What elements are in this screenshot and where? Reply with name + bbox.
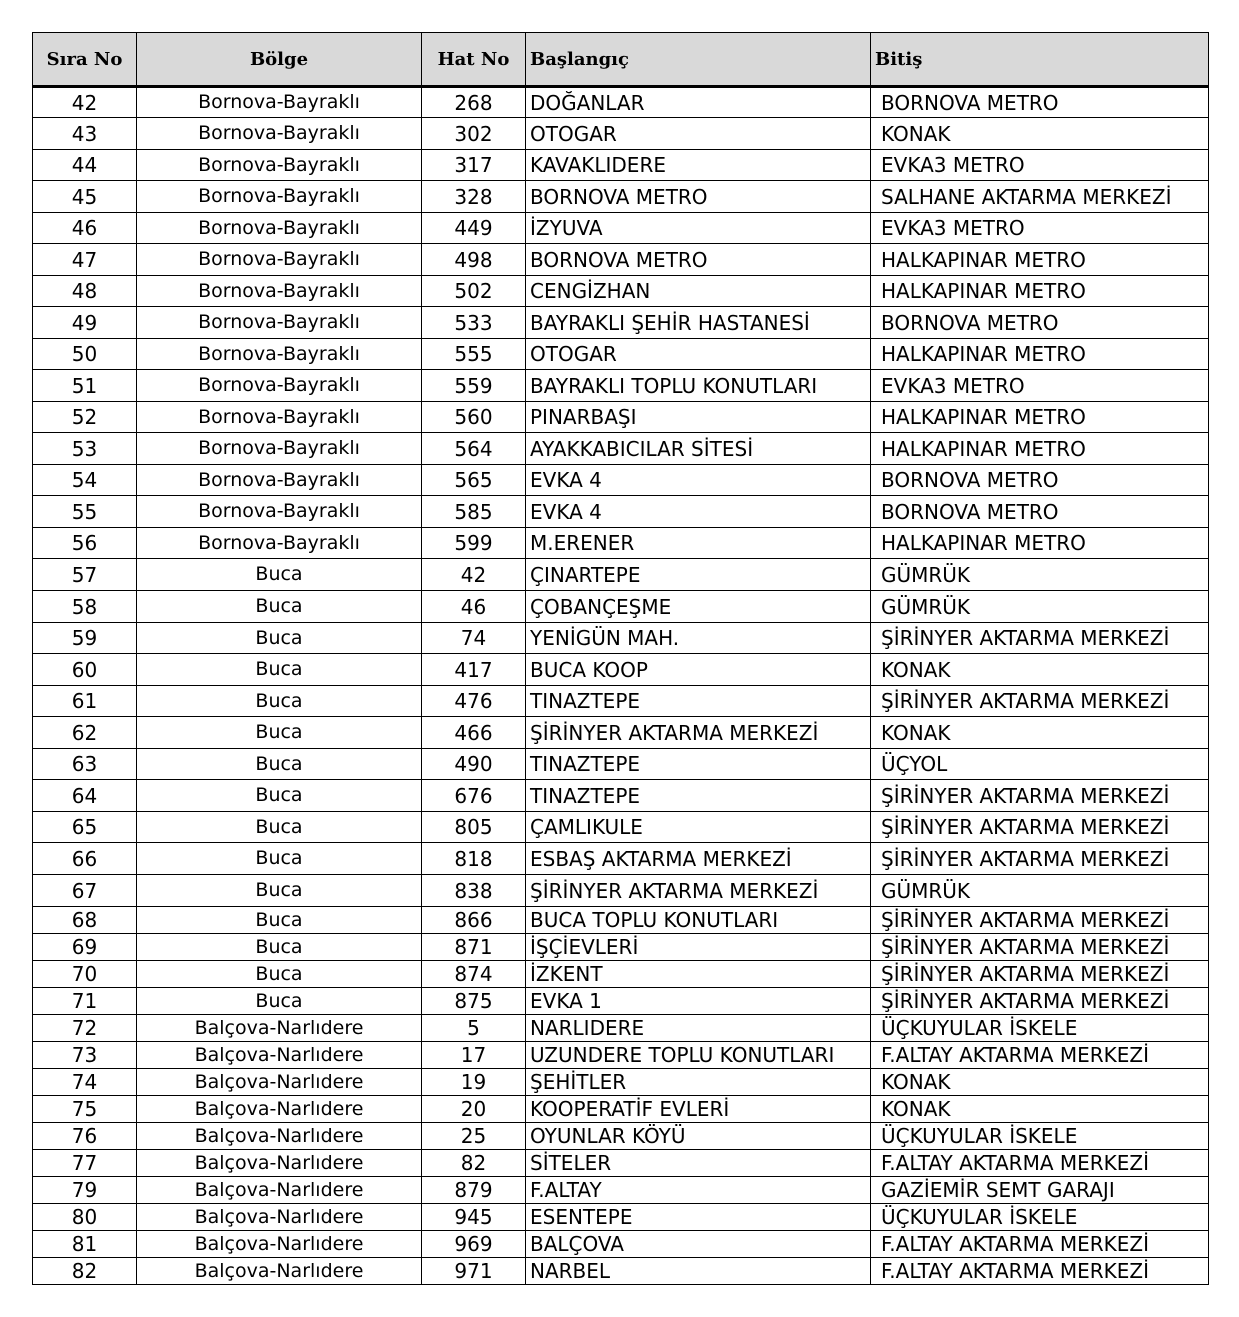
cell-bitis: KONAK — [871, 1096, 1209, 1123]
cell-baslangic: ÇINARTEPE — [526, 559, 871, 591]
cell-bitis: KONAK — [871, 717, 1209, 749]
cell-hat-no: 565 — [422, 465, 526, 496]
cell-bolge: Balçova-Narlıdere — [137, 1231, 422, 1258]
table-row — [33, 875, 1209, 907]
table-row — [33, 370, 1209, 402]
cell-bolge: Balçova-Narlıdere — [137, 1042, 422, 1069]
cell-baslangic: BAYRAKLI TOPLU KONUTLARI — [526, 370, 871, 402]
cell-bitis: HALKAPINAR METRO — [871, 528, 1209, 559]
cell-bitis: BORNOVA METRO — [871, 87, 1209, 118]
cell-hat-no: 838 — [422, 875, 526, 907]
cell-bitis: HALKAPINAR METRO — [871, 276, 1209, 307]
cell-bolge: Buca — [137, 749, 422, 780]
cell-bitis: BORNOVA METRO — [871, 307, 1209, 339]
cell-bitis: F.ALTAY AKTARMA MERKEZİ — [871, 1258, 1209, 1285]
cell-sira-no: 49 — [33, 307, 137, 339]
cell-baslangic: ÇOBANÇEŞME — [526, 591, 871, 623]
table-row — [33, 402, 1209, 433]
cell-sira-no: 61 — [33, 686, 137, 717]
cell-hat-no: 599 — [422, 528, 526, 559]
cell-bolge: Buca — [137, 780, 422, 812]
cell-bolge: Bornova-Bayraklı — [137, 370, 422, 402]
cell-sira-no: 82 — [33, 1258, 137, 1285]
cell-hat-no: 82 — [422, 1150, 526, 1177]
cell-bitis: ŞİRİNYER AKTARMA MERKEZİ — [871, 961, 1209, 988]
table-row — [33, 1204, 1209, 1231]
cell-bitis: ŞİRİNYER AKTARMA MERKEZİ — [871, 686, 1209, 717]
cell-bolge: Buca — [137, 843, 422, 875]
cell-hat-no: 971 — [422, 1258, 526, 1285]
cell-bolge: Balçova-Narlıdere — [137, 1177, 422, 1204]
table-row — [33, 213, 1209, 244]
cell-baslangic: ŞEHİTLER — [526, 1069, 871, 1096]
table-row — [33, 150, 1209, 181]
header-sira-no: Sıra No — [33, 33, 137, 87]
cell-baslangic: OTOGAR — [526, 339, 871, 370]
table-row — [33, 1015, 1209, 1042]
cell-hat-no: 476 — [422, 686, 526, 717]
cell-bolge: Buca — [137, 907, 422, 934]
cell-baslangic: BUCA TOPLU KONUTLARI — [526, 907, 871, 934]
cell-sira-no: 45 — [33, 181, 137, 213]
cell-hat-no: 564 — [422, 433, 526, 465]
cell-sira-no: 44 — [33, 150, 137, 181]
cell-hat-no: 945 — [422, 1204, 526, 1231]
cell-baslangic: AYAKKABICILAR SİTESİ — [526, 433, 871, 465]
table-row — [33, 433, 1209, 465]
cell-baslangic: İŞÇİEVLERİ — [526, 934, 871, 961]
cell-sira-no: 46 — [33, 213, 137, 244]
cell-bitis: KONAK — [871, 654, 1209, 686]
table-row — [33, 465, 1209, 496]
table-row — [33, 934, 1209, 961]
table-row — [33, 307, 1209, 339]
cell-sira-no: 77 — [33, 1150, 137, 1177]
cell-bitis: ÜÇKUYULAR İSKELE — [871, 1204, 1209, 1231]
cell-bitis: ÜÇYOL — [871, 749, 1209, 780]
cell-bitis: F.ALTAY AKTARMA MERKEZİ — [871, 1150, 1209, 1177]
cell-baslangic: SİTELER — [526, 1150, 871, 1177]
cell-baslangic: İZKENT — [526, 961, 871, 988]
cell-bolge: Bornova-Bayraklı — [137, 307, 422, 339]
cell-baslangic: YENİGÜN MAH. — [526, 623, 871, 654]
cell-hat-no: 466 — [422, 717, 526, 749]
cell-bolge: Balçova-Narlıdere — [137, 1123, 422, 1150]
cell-bolge: Bornova-Bayraklı — [137, 433, 422, 465]
cell-sira-no: 80 — [33, 1204, 137, 1231]
cell-bolge: Buca — [137, 961, 422, 988]
cell-hat-no: 25 — [422, 1123, 526, 1150]
header-hat-no: Hat No — [422, 33, 526, 87]
table-row — [33, 686, 1209, 717]
cell-bitis: BORNOVA METRO — [871, 465, 1209, 496]
table-row — [33, 717, 1209, 749]
cell-hat-no: 555 — [422, 339, 526, 370]
cell-bitis: HALKAPINAR METRO — [871, 433, 1209, 465]
table-row — [33, 1231, 1209, 1258]
cell-baslangic: KOOPERATİF EVLERİ — [526, 1096, 871, 1123]
cell-bitis: HALKAPINAR METRO — [871, 339, 1209, 370]
cell-sira-no: 62 — [33, 717, 137, 749]
cell-baslangic: ŞİRİNYER AKTARMA MERKEZİ — [526, 875, 871, 907]
table-row — [33, 1042, 1209, 1069]
cell-bitis: ÜÇKUYULAR İSKELE — [871, 1015, 1209, 1042]
cell-baslangic: F.ALTAY — [526, 1177, 871, 1204]
cell-bitis: GÜMRÜK — [871, 559, 1209, 591]
cell-baslangic: ESENTEPE — [526, 1204, 871, 1231]
cell-hat-no: 490 — [422, 749, 526, 780]
cell-bolge: Balçova-Narlıdere — [137, 1150, 422, 1177]
cell-sira-no: 52 — [33, 402, 137, 433]
cell-sira-no: 65 — [33, 812, 137, 843]
cell-sira-no: 56 — [33, 528, 137, 559]
cell-baslangic: İZYUVA — [526, 213, 871, 244]
cell-baslangic: EVKA 1 — [526, 988, 871, 1015]
cell-bitis: ŞİRİNYER AKTARMA MERKEZİ — [871, 780, 1209, 812]
cell-bolge: Bornova-Bayraklı — [137, 150, 422, 181]
cell-baslangic: NARBEL — [526, 1258, 871, 1285]
cell-bolge: Balçova-Narlıdere — [137, 1258, 422, 1285]
cell-sira-no: 58 — [33, 591, 137, 623]
cell-hat-no: 805 — [422, 812, 526, 843]
cell-sira-no: 70 — [33, 961, 137, 988]
cell-bitis: GÜMRÜK — [871, 591, 1209, 623]
cell-bitis: F.ALTAY AKTARMA MERKEZİ — [871, 1231, 1209, 1258]
cell-hat-no: 20 — [422, 1096, 526, 1123]
table-row — [33, 907, 1209, 934]
cell-sira-no: 53 — [33, 433, 137, 465]
cell-baslangic: EVKA 4 — [526, 496, 871, 528]
cell-baslangic: TINAZTEPE — [526, 686, 871, 717]
cell-sira-no: 63 — [33, 749, 137, 780]
cell-hat-no: 268 — [422, 87, 526, 118]
cell-bolge: Buca — [137, 717, 422, 749]
cell-sira-no: 42 — [33, 87, 137, 118]
cell-bitis: ŞİRİNYER AKTARMA MERKEZİ — [871, 623, 1209, 654]
table-row — [33, 654, 1209, 686]
cell-bolge: Bornova-Bayraklı — [137, 528, 422, 559]
cell-sira-no: 68 — [33, 907, 137, 934]
cell-hat-no: 302 — [422, 118, 526, 150]
table-row — [33, 276, 1209, 307]
cell-sira-no: 59 — [33, 623, 137, 654]
cell-sira-no: 51 — [33, 370, 137, 402]
cell-hat-no: 417 — [422, 654, 526, 686]
cell-bolge: Bornova-Bayraklı — [137, 181, 422, 213]
cell-bitis: ŞİRİNYER AKTARMA MERKEZİ — [871, 934, 1209, 961]
cell-hat-no: 560 — [422, 402, 526, 433]
table-row — [33, 1123, 1209, 1150]
cell-bitis: ŞİRİNYER AKTARMA MERKEZİ — [871, 907, 1209, 934]
table-row — [33, 528, 1209, 559]
cell-baslangic: OYUNLAR KÖYÜ — [526, 1123, 871, 1150]
cell-baslangic: ŞİRİNYER AKTARMA MERKEZİ — [526, 717, 871, 749]
cell-hat-no: 17 — [422, 1042, 526, 1069]
table-row — [33, 988, 1209, 1015]
cell-hat-no: 42 — [422, 559, 526, 591]
header-bitis: Bitiş — [871, 33, 1209, 87]
cell-hat-no: 871 — [422, 934, 526, 961]
cell-bolge: Bornova-Bayraklı — [137, 465, 422, 496]
cell-bolge: Buca — [137, 654, 422, 686]
table-row — [33, 1258, 1209, 1285]
cell-bitis: EVKA3 METRO — [871, 150, 1209, 181]
table-row — [33, 559, 1209, 591]
cell-bitis: GÜMRÜK — [871, 875, 1209, 907]
cell-baslangic: TINAZTEPE — [526, 749, 871, 780]
cell-bitis: SALHANE AKTARMA MERKEZİ — [871, 181, 1209, 213]
cell-bolge: Buca — [137, 686, 422, 717]
cell-bitis: HALKAPINAR METRO — [871, 244, 1209, 276]
cell-bitis: HALKAPINAR METRO — [871, 402, 1209, 433]
cell-hat-no: 502 — [422, 276, 526, 307]
cell-baslangic: BALÇOVA — [526, 1231, 871, 1258]
table-row — [33, 780, 1209, 812]
cell-bolge: Balçova-Narlıdere — [137, 1015, 422, 1042]
cell-bolge: Bornova-Bayraklı — [137, 213, 422, 244]
table-row — [33, 812, 1209, 843]
cell-sira-no: 69 — [33, 934, 137, 961]
cell-sira-no: 66 — [33, 843, 137, 875]
header-row — [33, 33, 1209, 87]
table-body — [33, 87, 1209, 1285]
cell-bolge: Bornova-Bayraklı — [137, 244, 422, 276]
cell-bitis: ŞİRİNYER AKTARMA MERKEZİ — [871, 843, 1209, 875]
table-row — [33, 843, 1209, 875]
cell-sira-no: 48 — [33, 276, 137, 307]
cell-baslangic: PINARBAŞI — [526, 402, 871, 433]
cell-bolge: Buca — [137, 559, 422, 591]
cell-baslangic: DOĞANLAR — [526, 87, 871, 118]
table-row — [33, 496, 1209, 528]
cell-baslangic: ÇAMLIKULE — [526, 812, 871, 843]
bus-lines-table — [32, 32, 1209, 1285]
table-row — [33, 1150, 1209, 1177]
cell-bitis: GAZİEMİR SEMT GARAJI — [871, 1177, 1209, 1204]
cell-baslangic: BUCA KOOP — [526, 654, 871, 686]
cell-bitis: KONAK — [871, 1069, 1209, 1096]
cell-baslangic: BORNOVA METRO — [526, 244, 871, 276]
table-row — [33, 181, 1209, 213]
cell-bitis: F.ALTAY AKTARMA MERKEZİ — [871, 1042, 1209, 1069]
table-row — [33, 118, 1209, 150]
table-row — [33, 87, 1209, 118]
cell-hat-no: 533 — [422, 307, 526, 339]
cell-baslangic: BAYRAKLI ŞEHİR HASTANESİ — [526, 307, 871, 339]
cell-bolge: Bornova-Bayraklı — [137, 276, 422, 307]
cell-bitis: BORNOVA METRO — [871, 496, 1209, 528]
cell-sira-no: 79 — [33, 1177, 137, 1204]
cell-sira-no: 73 — [33, 1042, 137, 1069]
cell-bitis: EVKA3 METRO — [871, 213, 1209, 244]
cell-sira-no: 67 — [33, 875, 137, 907]
cell-bitis: EVKA3 METRO — [871, 370, 1209, 402]
cell-baslangic: UZUNDERE TOPLU KONUTLARI — [526, 1042, 871, 1069]
cell-bolge: Balçova-Narlıdere — [137, 1096, 422, 1123]
cell-bolge: Buca — [137, 591, 422, 623]
cell-bolge: Buca — [137, 812, 422, 843]
cell-bolge: Bornova-Bayraklı — [137, 402, 422, 433]
cell-baslangic: M.ERENER — [526, 528, 871, 559]
cell-hat-no: 585 — [422, 496, 526, 528]
cell-bolge: Bornova-Bayraklı — [137, 339, 422, 370]
cell-hat-no: 5 — [422, 1015, 526, 1042]
table-header — [33, 33, 1209, 87]
cell-sira-no: 76 — [33, 1123, 137, 1150]
cell-hat-no: 498 — [422, 244, 526, 276]
cell-hat-no: 449 — [422, 213, 526, 244]
cell-sira-no: 47 — [33, 244, 137, 276]
table-row — [33, 749, 1209, 780]
cell-bitis: ŞİRİNYER AKTARMA MERKEZİ — [871, 812, 1209, 843]
cell-bolge: Bornova-Bayraklı — [137, 496, 422, 528]
cell-bolge: Bornova-Bayraklı — [137, 87, 422, 118]
cell-baslangic: ESBAŞ AKTARMA MERKEZİ — [526, 843, 871, 875]
cell-hat-no: 818 — [422, 843, 526, 875]
cell-sira-no: 50 — [33, 339, 137, 370]
cell-hat-no: 328 — [422, 181, 526, 213]
cell-bolge: Buca — [137, 623, 422, 654]
cell-bitis: KONAK — [871, 118, 1209, 150]
cell-bolge: Bornova-Bayraklı — [137, 118, 422, 150]
cell-hat-no: 19 — [422, 1069, 526, 1096]
table-row — [33, 244, 1209, 276]
cell-bitis: ŞİRİNYER AKTARMA MERKEZİ — [871, 988, 1209, 1015]
cell-bolge: Buca — [137, 875, 422, 907]
cell-bolge: Balçova-Narlıdere — [137, 1204, 422, 1231]
cell-hat-no: 46 — [422, 591, 526, 623]
cell-hat-no: 875 — [422, 988, 526, 1015]
header-baslangic: Başlangıç — [526, 33, 871, 87]
cell-sira-no: 57 — [33, 559, 137, 591]
cell-bolge: Balçova-Narlıdere — [137, 1069, 422, 1096]
cell-baslangic: OTOGAR — [526, 118, 871, 150]
cell-baslangic: KAVAKLIDERE — [526, 150, 871, 181]
table-row — [33, 339, 1209, 370]
cell-hat-no: 317 — [422, 150, 526, 181]
cell-bolge: Buca — [137, 934, 422, 961]
cell-sira-no: 81 — [33, 1231, 137, 1258]
table-row — [33, 623, 1209, 654]
cell-sira-no: 60 — [33, 654, 137, 686]
cell-hat-no: 969 — [422, 1231, 526, 1258]
table-row — [33, 961, 1209, 988]
cell-baslangic: TINAZTEPE — [526, 780, 871, 812]
cell-baslangic: BORNOVA METRO — [526, 181, 871, 213]
cell-sira-no: 54 — [33, 465, 137, 496]
cell-sira-no: 43 — [33, 118, 137, 150]
cell-baslangic: CENGİZHAN — [526, 276, 871, 307]
cell-hat-no: 676 — [422, 780, 526, 812]
cell-bolge: Buca — [137, 988, 422, 1015]
cell-hat-no: 874 — [422, 961, 526, 988]
cell-hat-no: 74 — [422, 623, 526, 654]
table-row — [33, 1096, 1209, 1123]
cell-sira-no: 71 — [33, 988, 137, 1015]
cell-hat-no: 866 — [422, 907, 526, 934]
table-row — [33, 1177, 1209, 1204]
table-row — [33, 1069, 1209, 1096]
cell-sira-no: 55 — [33, 496, 137, 528]
cell-sira-no: 72 — [33, 1015, 137, 1042]
cell-sira-no: 75 — [33, 1096, 137, 1123]
cell-bitis: ÜÇKUYULAR İSKELE — [871, 1123, 1209, 1150]
table-row — [33, 591, 1209, 623]
cell-hat-no: 559 — [422, 370, 526, 402]
cell-baslangic: NARLIDERE — [526, 1015, 871, 1042]
header-bolge: Bölge — [137, 33, 422, 87]
cell-sira-no: 64 — [33, 780, 137, 812]
cell-baslangic: EVKA 4 — [526, 465, 871, 496]
cell-sira-no: 74 — [33, 1069, 137, 1096]
cell-hat-no: 879 — [422, 1177, 526, 1204]
